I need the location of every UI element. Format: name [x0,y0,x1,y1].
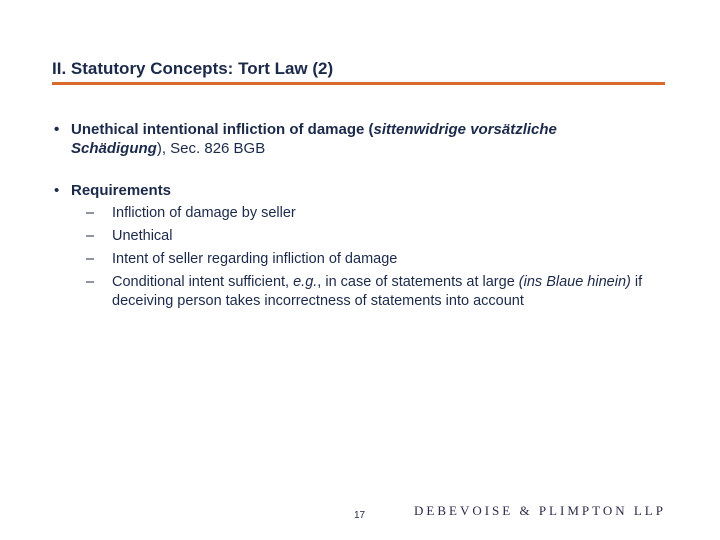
requirement-text-italic-1: e.g. [293,274,318,290]
requirement-item [86,273,652,311]
requirement-text: Intent of seller regarding infliction of damage [112,251,398,267]
requirement-text-part-3: if deceiving person takes incorrectness of statements into account [112,274,643,309]
bullet-text-italic: sittenwidrige vorsätzliche Schädigung [71,121,557,157]
slide-title: II. Statutory Concepts: Tort Law (2) [52,59,334,78]
requirement-text-part-1: Conditional intent sufficient, [112,274,294,290]
dash-marker: – [86,274,95,290]
title-divider [52,82,665,85]
requirement-item [86,250,652,269]
dash-marker: – [86,228,95,244]
bullet-heading: Requirements [71,182,172,199]
bullet-marker: • [54,121,60,138]
page-number: 17 [354,510,366,521]
bullet-text-suffix: ), Sec. 826 BGB [156,140,266,157]
dash-marker: – [86,205,95,221]
requirement-text: Unethical [112,228,173,244]
bullet-spacer [52,158,652,181]
firm-logo: DEBEVOISE & PLIMPTON LLP [414,503,666,518]
requirement-item [86,204,652,223]
requirement-item [86,227,652,246]
dash-marker: – [86,251,95,267]
bullet-item-1 [52,120,652,158]
bullet-item-2 [52,181,652,200]
slide-content [52,120,652,315]
bullet-marker: • [54,182,60,199]
requirement-text-italic-2: (ins Blaue hinein) [518,274,631,290]
requirement-text: Infliction of damage by seller [112,205,296,221]
bullet-text-prefix: Unethical intentional infliction of damage ( [71,121,374,138]
requirements-list [52,204,652,311]
requirement-text-part-2: , in case of statements at large [317,274,519,290]
